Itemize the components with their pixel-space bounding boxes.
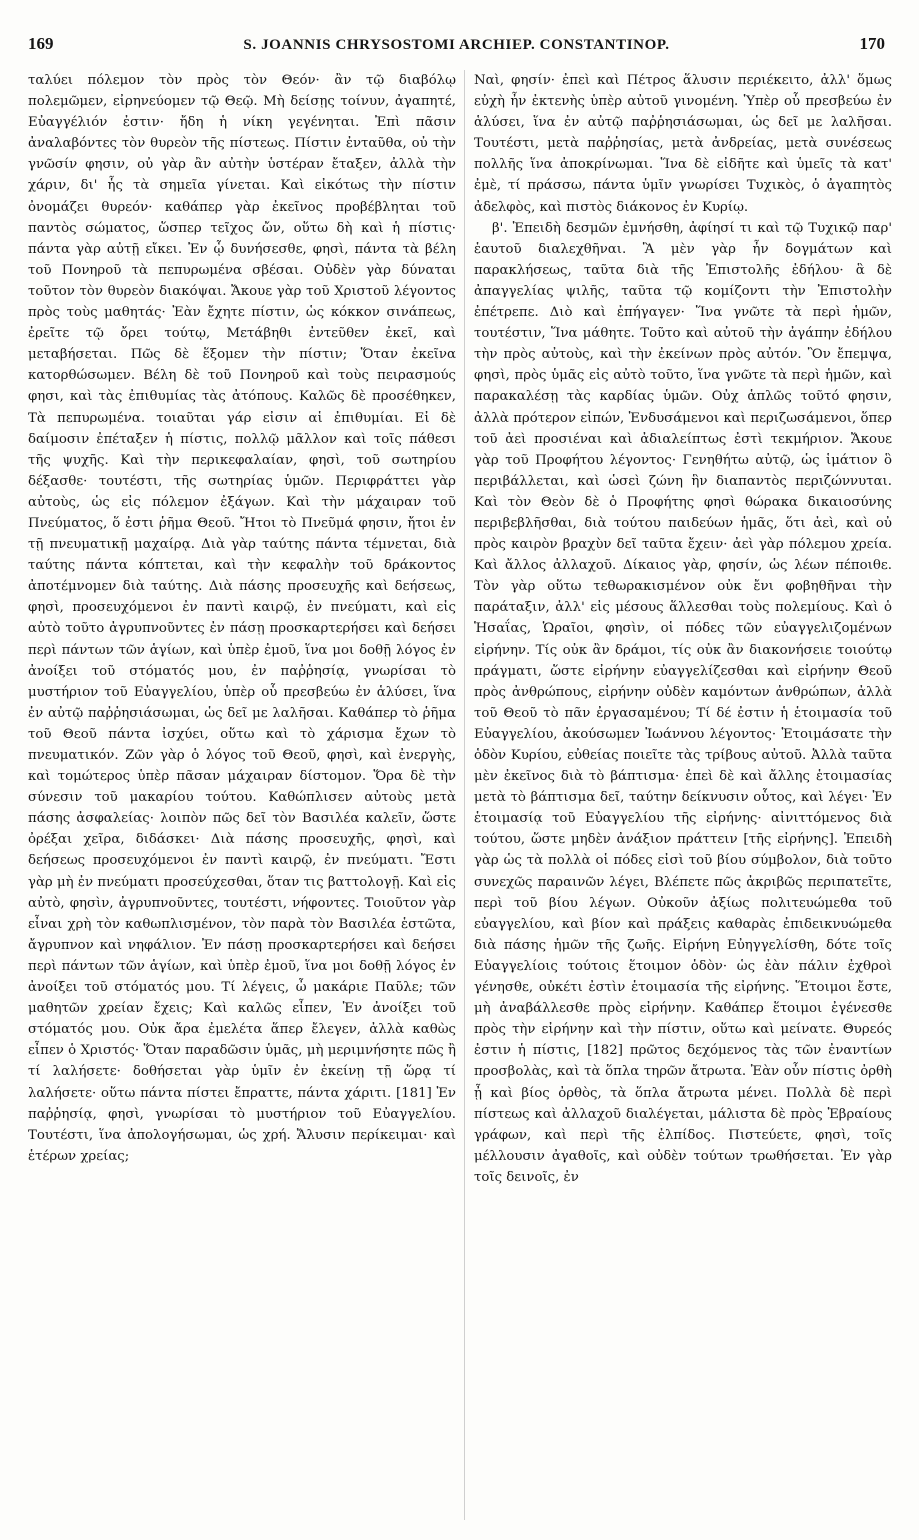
left-page-number: 169 — [28, 34, 54, 53]
right-column-paragraph: β'. Ἐπειδὴ δεσμῶν ἐμνήσθη, ἀφίησί τι καὶ τῷ Τυχικῷ παρ' ἑαυτοῦ διαλεχθῆναι. Ἃ μὲν γὰρ ἦν δογμάτων καὶ παρακλήσεως, ταῦτα διὰ τῆς Ἐπιστολῆς ἐδήλου· ἃ δὲ ἀπαγγελίας ψιλῆς, ταῦτα τῷ κομίζοντι τὴν Ἐπιστολὴν ἐπέτρεπε. Διὸ καὶ ἐπήγαγεν· Ἵνα γνῶτε τὰ περὶ ἡμῶν, τουτέστιν, Ἵνα μάθητε. Τοῦτο καὶ αὐτοῦ τὴν ἀγάπην ἐδήλου τὴν πρὸς αὐτοὺς, καὶ τὴν ἐκείνων πρὸς αὐτόν. Ὃν ἔπεμψα, φησὶ, πρὸς ὑμᾶς εἰς αὐτὸ τοῦτο, ἵνα γνῶτε τὰ περὶ ἡμῶν, καὶ παρακαλέσῃ τὰς καρδίας ὑμῶν. Οὐχ ἁπλῶς τοῦτό φησιν, ἀλλὰ πρότερον εἰπών, Ἐνδυσάμενοι καὶ περιζωσάμενοι, ὅπερ τοῦ ἀεὶ προσιέναι καὶ ἀδιαλείπτως ἐστὶ τεκμήριον. Ἄκουε γὰρ τοῦ Προφήτου λέγοντος· Γενηθήτω αὐτῷ, ὡς ἱμάτιον ὃ περιβάλλεται, καὶ ὡσεὶ ζώνη ἣν διαπαντὸς περιζώννυται. Καὶ τὸν Θεὸν δὲ ὁ Προφήτης φησὶ θώρακα δικαιοσύνης περιβεβλῆσθαι, διὰ τούτου παιδεύων ἡμᾶς, ὅτι ἀεὶ, καὶ οὐ πρὸς καιρὸν βραχὺν δεῖ ταῦτα ἔχειν· ἀεὶ γὰρ πόλεμου χρεία. Καὶ ἄλλος ἀλλαχοῦ. Δίκαιος γὰρ, φησίν, ὡς λέων πέποιθε. Τὸν γὰρ οὕτω τεθωρακισμένον οὐκ ἔνι φοβηθῆναι τὴν παράταξιν, ἀλλ' εἰς μέσους ἅλλεσθαι τοὺς πολεμίους. Καὶ ὁ Ἡσαΐας, Ὡραῖοι, φησὶν, οἱ πόδες τῶν εὐαγγελιζομένων εἰρήνην. Τίς οὐκ ἂν δράμοι, τίς οὐκ ἂν διακονήσειε τοιούτῳ πράγματι, ὥστε εἰρήνην εὐαγγελίζεσθαι καὶ εἰρήνην Θεοῦ πρὸς ἀνθρώπους, εἰρήνην οὐδὲν καμόντων ἀνθρώπων, ἀλλὰ τοῦ Θεοῦ τὸ πᾶν ἐργασαμένου; Τί δέ ἐστιν ἡ ἑτοιμασία τοῦ Εὐαγγελίου, ἀκούσωμεν Ἰωάννου λέγοντος· Ἑτοιμάσατε τὴν ὁδὸν Κυρίου, εὐθείας ποιεῖτε τὰς τρίβους αὐτοῦ. Ἀλλὰ ταῦτα μὲν ἐκεῖνος διὰ τὸ βάπτισμα· ἐπεὶ δὲ καὶ ἄλλης ἑτοιμασίας μετὰ τὸ βάπτισμα δεῖ, ταύτην δείκνυσιν οὗτος, καὶ λέγει· Ἐν ἑτοιμασίᾳ τοῦ Εὐαγγελίου τῆς εἰρήνης· αἰνιττόμενος διὰ τούτου, ὥστε μηδὲν ἀνάξιον πράττειν [τῆς εἰρήνης]. Ἐπειδὴ γὰρ ὡς τὰ πολλὰ οἱ πόδες εἰσὶ τοῦ βίου σύμβολον, διὰ τοῦτο συνεχῶς παραινῶν λέγει, Βλέπετε πῶς ἀκριβῶς περιπατεῖτε, περὶ τοῦ βίου λέγων. Οὐκοῦν ἀξίως πολιτευώμεθα τοῦ εὐαγγελίου, καὶ βίον καὶ πράξεις καθαρὰς ἐπιδεικνυώμεθα διὰ πάσης ἡμῶν τῆς ζωῆς. Εἰρήνη Εὐηγγελίσθη, δότε τοῖς Εὐαγγελίοις τούτοις ἕτοιμον ὁδὸν· ὡς ἐὰν πάλιν ἐχθροὶ γένησθε, οὐκέτι ἐστὶν ἑτοιμασία τῆς εἰρήνης. Ἕτοιμοι ἔστε, μὴ ἀναβάλλεσθε πρὸς εἰρήνην. Καθάπερ ἕτοιμοι ἐγένεσθε πρὸς τὴν εἰρήνην καὶ τὴν πίστιν, οὕτω καὶ μείνατε. Θυρεός ἐστιν ἡ πίστις, [182] πρῶτος δεχόμενος τὰς τῶν ἐναντίων προσβολὰς, καὶ τὰ ὅπλα τηρῶν ἄτρωτα. Ἐὰν οὖν πίστις ὀρθὴ ᾖ καὶ βίος ὀρθὸς, τὰ ὅπλα ἄτρωτα μένει. Πολλὰ δὲ περὶ πίστεως καὶ ἀλλαχοῦ διαλέγεται, μάλιστα δὲ πρὸς Ἑβραίους γράφων, καὶ περὶ τῆς ἐλπίδος. Πιστεύετε, φησὶ, τοῖς μέλλουσιν ἀγαθοῖς, καὶ οὐδὲν τούτων τρωθήσεται. Ἐν γὰρ τοῖς δεινοῖς, ἐν — [474, 220, 892, 1185]
page-header — [28, 34, 885, 60]
left-column-paragraph: ταλύει πόλεμον τὸν πρὸς τὸν Θεόν· ἂν τῷ διαβόλῳ πολεμῶμεν, εἰρηνεύομεν τῷ Θεῷ. Μὴ δείσῃς τοίνυν, ἀγαπητέ, Εὐαγγέλιόν ἐστιν· ἤδη ἡ νίκη γεγένηται. Ἐπὶ πᾶσιν ἀναλαβόντες τὸν θυρεὸν τῆς πίστεως. Πίστιν ἐνταῦθα, οὐ τὴν γνῶσίν φησιν, οὐ γὰρ ἂν αὐτὴν ὑστέραν ἔταξεν, ἀλλὰ τὴν χάριν, δι' ἧς τὰ σημεῖα γίνεται. Καὶ εἰκότως τὴν πίστιν ὀνομάζει θυρεόν· καθάπερ γὰρ ἐκεῖνος προβέβληται τοῦ παντὸς σώματος, ὥσπερ τεῖχος ὤν, οὕτω δὴ καὶ ἡ πίστις· πάντα γὰρ αὐτῇ εἴκει. Ἐν ᾧ δυνήσεσθε, φησὶ, πάντα τὰ βέλη τοῦ Πονηροῦ τὰ πεπυρωμένα σβέσαι. Οὐδὲν γὰρ δύναται τοῦτον τὸν θυρεὸν διακόψαι. Ἄκουε γὰρ τοῦ Χριστοῦ λέγοντος πρὸς τοὺς μαθητάς· Ἐὰν ἔχητε πίστιν, ὡς κόκκον σινάπεως, ἐρεῖτε τῷ ὄρει τούτῳ, Μετάβηθι ἐντεῦθεν ἐκεῖ, καὶ μεταβήσεται. Πῶς δὲ ἕξομεν τὴν πίστιν; Ὅταν ἐκεῖνα κατορθώσωμεν. Βέλη δὲ τοῦ Πονηροῦ καὶ τοὺς πειρασμούς φησι, καὶ τὰς ἐπιθυμίας τὰς ἀτόπους. Καλῶς δὲ προσέθηκεν, Τὰ πεπυρωμένα. τοιαῦται γάρ εἰσιν αἱ ἐπιθυμίαι. Εἰ δὲ δαίμοσιν ἐπέταξεν ἡ πίστις, πολλῷ μᾶλλον καὶ τοῖς πάθεσι τῆς ψυχῆς. Καὶ τὴν περικεφαλαίαν, φησὶ, τοῦ σωτηρίου δέξασθε· τουτέστι, τῆς σωτηρίας ὑμῶν. Περιφράττει γὰρ αὐτοὺς, ὡς εἰς πόλεμον ἐξάγων. Καὶ τὴν μάχαιραν τοῦ Πνεύματος, ὅ ἐστι ῥῆμα Θεοῦ. Ἤτοι τὸ Πνεῦμά φησιν, ἤτοι ἐν τῇ πνευματικῇ μαχαίρᾳ. Διὰ γὰρ ταύτης πάντα τέμνεται, διὰ ταύτης πάντα κόπτεται, καὶ τὴν κεφαλὴν τοῦ δράκοντος ἀποτέμνομεν διὰ ταύτης. Διὰ πάσης προσευχῆς καὶ δεήσεως, φησὶ, προσευχόμενοι ἐν παντὶ καιρῷ, ἐν πνεύματι, καὶ εἰς αὐτὸ τοῦτο ἀγρυπνοῦντες ἐν πάσῃ προσκαρτερήσει καὶ δεήσει περὶ πάντων τῶν ἁγίων, καὶ ὑπὲρ ἐμοῦ, ἵνα μοι δοθῇ λόγος ἐν ἀνοίξει τοῦ στόματός μου, ἐν παῤῥησίᾳ, γνωρίσαι τὸ μυστήριον τοῦ Εὐαγγελίου, ὑπὲρ οὗ πρεσβεύω ἐν ἁλύσει, ἵνα ἐν αὐτῷ παῤῥησιάσωμαι, ὡς δεῖ με λαλῆσαι. Καθάπερ τὸ ῥῆμα τοῦ Θεοῦ πάντα ἰσχύει, οὕτω καὶ τὸ χάρισμα ἔχων τὸ πνευματικόν. Ζῶν γὰρ ὁ λόγος τοῦ Θεοῦ, φησὶ, καὶ ἐνεργὴς, καὶ τομώτερος ὑπὲρ πᾶσαν μάχαιραν δίστομον. Ὅρα δὲ τὴν σύνεσιν τοῦ μακαρίου τούτου. Καθώπλισεν αὐτοὺς μετὰ πάσης ἀσφαλείας· λοιπὸν πῶς δεῖ τὸν Βασιλέα καλεῖν, ὥστε ὀρέξαι χεῖρα, διδάσκει· Διὰ πάσης προσευχῆς, φησὶ, καὶ δεήσεως προσευχόμενοι ἐν παντὶ καιρῷ, ἐν πνεύματι. Ἔστι γὰρ μὴ ἐν πνεύματι προσεύχεσθαι, ὅταν τις βαττολογῇ. Καὶ εἰς αὐτὸ, φησὶν, ἀγρυπνοῦντες, τουτέστι, νήφοντες. Τοιοῦτον γὰρ εἶναι χρὴ τὸν καθωπλισμένον, τὸν παρὰ τὸν Βασιλέα ἑστῶτα, ἄγρυπνον καὶ νηφάλιον. Ἐν πάσῃ προσκαρτερήσει καὶ δεήσει περὶ πάντων τῶν ἁγίων, καὶ ὑπὲρ ἐμοῦ, ἵνα μοι δοθῇ λόγος ἐν ἀνοίξει τοῦ στόματός μου. Τί λέγεις, ὦ μακάριε Παῦλε; τῶν μαθητῶν χρείαν ἔχεις; Καὶ καλῶς εἶπεν, Ἐν ἀνοίξει τοῦ στόματός μου. Οὐκ ἄρα ἐμελέτα ἅπερ ἔλεγεν, ἀλλὰ καθὼς εἶπεν ὁ Χριστός· Ὅταν παραδῶσιν ὑμᾶς, μὴ μεριμνήσητε πῶς ἢ τί λαλήσετε· δοθήσεται γὰρ ὑμῖν ἐν ἐκείνῃ τῇ ὥρᾳ τί λαλήσετε· οὕτω πάντα πίστει ἔπραττε, πάντα χάριτι. [181] Ἐν παῤῥησίᾳ, φησὶ, γνωρίσαι τὸ μυστήριον τοῦ Εὐαγγελίου. Τουτέστι, ἵνα ἀπολογήσωμαι, ὡς χρή. Ἄλυσιν περίκειμαι· καὶ ἑτέρων χρείας; — [28, 73, 456, 1164]
running-title: S. JOANNIS CHRYSOSTOMI ARCHIEP. CONSTANTINOP. — [243, 37, 670, 53]
left-column — [28, 70, 456, 1530]
right-column-paragraph: Ναὶ, φησίν· ἐπεὶ καὶ Πέτρος ἅλυσιν περιέκειτο, ἀλλ' ὅμως εὐχὴ ἦν ἐκτενὴς ὑπὲρ αὐτοῦ γινομένη. Ὑπὲρ οὗ πρεσβεύω ἐν ἁλύσει, ἵνα ἐν αὐτῷ παῤῥησιάσωμαι, ὡς δεῖ με λαλῆσαι. Τουτέστι, μετὰ παῤῥησίας, μετὰ ἀνδρείας, μετὰ συνέσεως πολλῆς ἵνα ἀποκρίνωμαι. Ἵνα δὲ εἰδῆτε καὶ ὑμεῖς τὰ κατ' ἐμὲ, τί πράσσω, πάντα ὑμῖν γνωρίσει Τυχικὸς, ὁ ἀγαπητὸς ἀδελφὸς, καὶ πιστὸς διάκονος ἐν Κυρίῳ. — [474, 73, 892, 215]
right-page-number: 170 — [859, 34, 885, 53]
right-column — [474, 70, 892, 1530]
column-divider — [464, 70, 465, 1520]
